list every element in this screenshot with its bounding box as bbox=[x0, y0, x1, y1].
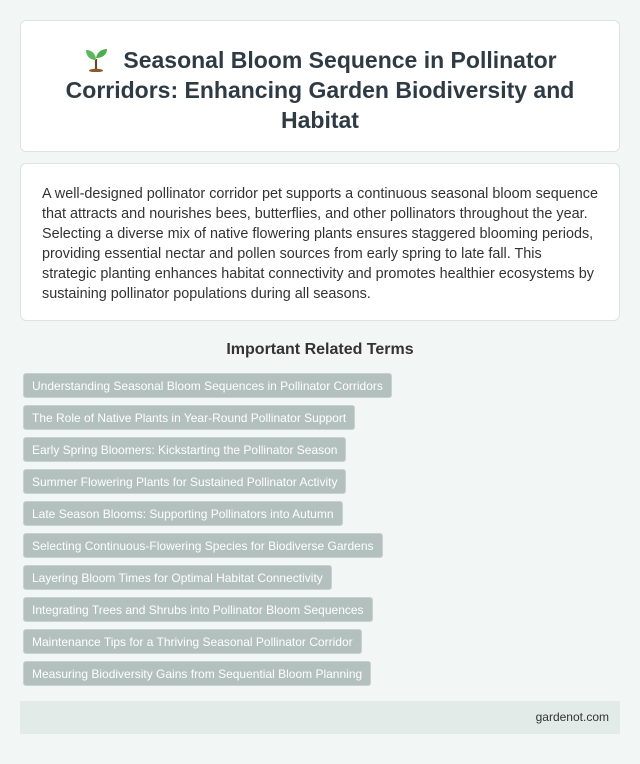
related-term-tag[interactable]: The Role of Native Plants in Year-Round Pollinator Support bbox=[23, 405, 355, 430]
related-term-tag[interactable]: Measuring Biodiversity Gains from Sequential Bloom Planning bbox=[23, 661, 371, 686]
related-term-tag[interactable]: Late Season Blooms: Supporting Pollinators into Autumn bbox=[23, 501, 343, 526]
related-term-tag[interactable]: Understanding Seasonal Bloom Sequences in Pollinator Corridors bbox=[23, 373, 392, 398]
related-term-item bbox=[23, 373, 603, 405]
related-term-tag[interactable]: Maintenance Tips for a Thriving Seasonal Pollinator Corridor bbox=[23, 629, 362, 654]
page-title-text: Seasonal Bloom Sequence in Pollinator Corridors: Enhancing Garden Biodiversity and Habitat bbox=[65, 47, 575, 133]
related-term-item bbox=[23, 597, 603, 629]
related-term-item bbox=[23, 437, 603, 469]
related-term-item bbox=[23, 469, 603, 501]
related-term-item bbox=[23, 565, 603, 597]
page-title bbox=[51, 45, 589, 135]
related-term-item bbox=[23, 533, 603, 565]
related-term-tag[interactable]: Early Spring Bloomers: Kickstarting the Pollinator Season bbox=[23, 437, 346, 462]
related-term-tag[interactable]: Integrating Trees and Shrubs into Pollinator Bloom Sequences bbox=[23, 597, 373, 622]
footer bbox=[20, 701, 620, 734]
intro-card bbox=[20, 163, 620, 321]
related-terms-heading: Important Related Terms bbox=[226, 341, 414, 358]
seedling-icon bbox=[83, 46, 109, 72]
related-term-tag[interactable]: Summer Flowering Plants for Sustained Pollinator Activity bbox=[23, 469, 346, 494]
related-term-tag[interactable]: Layering Bloom Times for Optimal Habitat Connectivity bbox=[23, 565, 332, 590]
title-card bbox=[20, 20, 620, 152]
related-term-item bbox=[23, 661, 603, 693]
related-term-tag[interactable]: Selecting Continuous-Flowering Species for Biodiverse Gardens bbox=[23, 533, 383, 558]
related-term-item bbox=[23, 629, 603, 661]
related-term-item bbox=[23, 405, 603, 437]
footer-site-name[interactable]: gardenot.com bbox=[535, 710, 609, 724]
intro-paragraph: A well-designed pollinator corridor pet supports a continuous seasonal bloom sequence that attracts and nourishes bees, butterflies, and other pollinators throughout the year. Selecting a diverse mix of native flowering plants ensures staggered blooming periods, providing essential nectar and pollen sources from early spring to late fall. This strategic planting enhances habitat connectivity and promotes healthier ecosystems by sustaining pollinator populations during all seasons. bbox=[42, 186, 598, 302]
related-terms-list bbox=[23, 373, 603, 693]
related-term-item bbox=[23, 501, 603, 533]
